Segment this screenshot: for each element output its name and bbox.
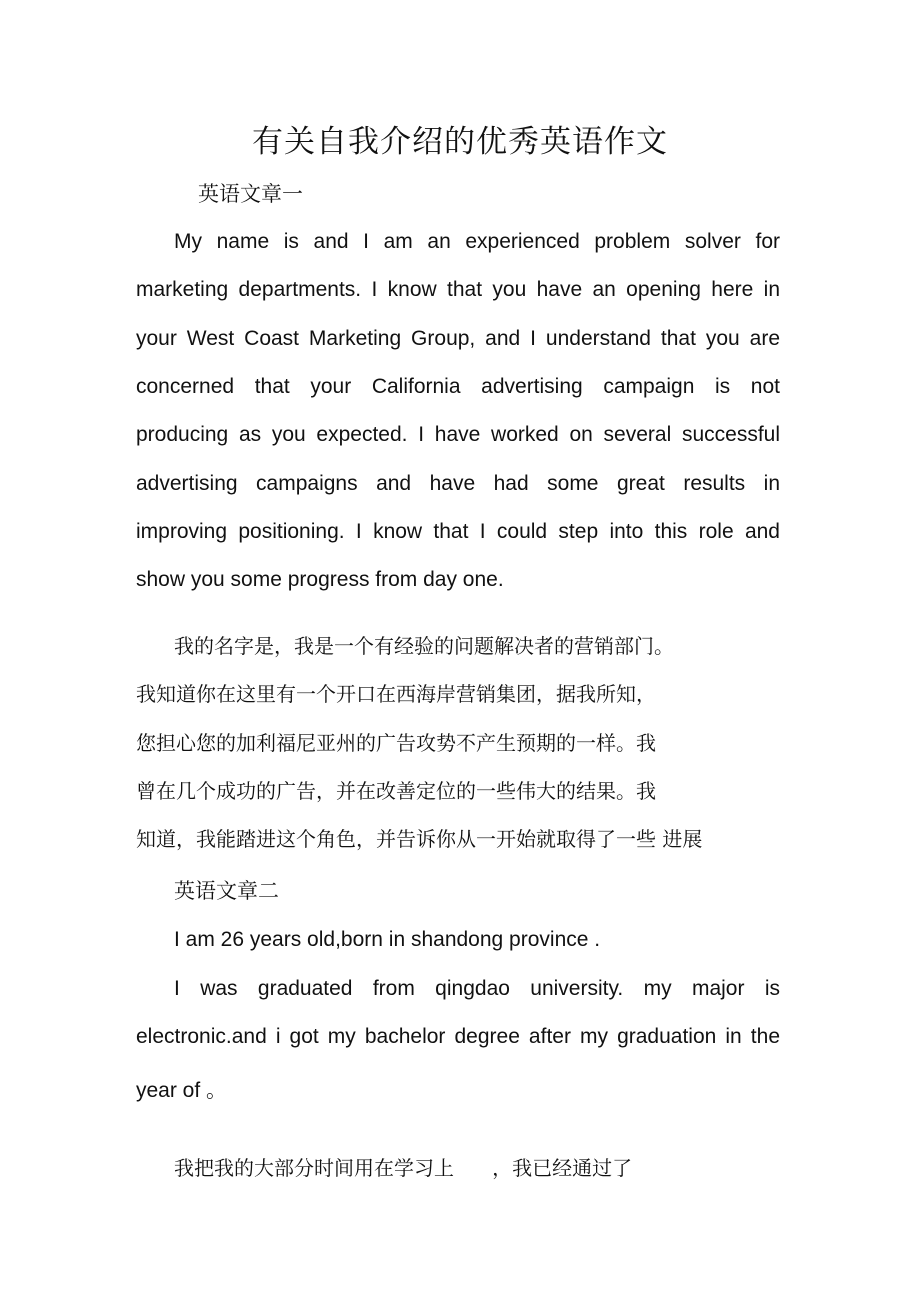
article-2-heading: 英语文章二: [174, 879, 279, 903]
article-2-english-line: electronic.and i got my bachelor degree after my graduation in the: [136, 1025, 780, 1048]
article-1-english-line: marketing departments. I know that you have an opening here in: [136, 278, 780, 301]
article-1-english-line: improving positioning. I know that I could step into this role and: [136, 520, 780, 543]
article-2-chinese-line: 我把我的大部分时间用在学习上 ，我已经通过了: [174, 1156, 633, 1180]
article-1-heading: 英语文章一: [198, 182, 303, 206]
article-1-english-line: My name is and I am an experienced problem solver for: [174, 230, 780, 253]
article-2-english-line: I am 26 years old,born in shandong province .: [174, 928, 601, 951]
article-1-english-line: your West Coast Marketing Group, and I understand that you are: [136, 327, 780, 350]
article-1-english-line: advertising campaigns and have had some great results in: [136, 472, 780, 495]
document-title: 有关自我介绍的优秀英语作文: [252, 124, 668, 160]
article-1-english-line: show you some progress from day one.: [136, 568, 504, 591]
article-1-chinese-line: 我知道你在这里有一个开口在西海岸营销集团，据我所知，: [136, 682, 656, 706]
article-1-english-line: producing as you expected. I have worked on several successful: [136, 423, 780, 446]
article-2-english-line: I was graduated from qingdao university. my major is: [174, 977, 780, 1000]
article-1-chinese-line: 曾在几个成功的广告，并在改善定位的一些伟大的结果。我: [136, 779, 656, 803]
article-1-english-line: concerned that your California advertising campaign is not: [136, 375, 780, 398]
article-1-chinese-line: 知道，我能踏进这个角色，并告诉你从一开始就取得了一些 进展: [136, 827, 703, 851]
article-1-chinese-line: 我的名字是，我是一个有经验的问题解决者的营销部门。: [174, 634, 674, 658]
article-1-chinese-line: 您担心您的加利福尼亚州的广告攻势不产生预期的一样。我: [136, 731, 656, 755]
article-2-english-line: year of 。: [136, 1079, 228, 1102]
